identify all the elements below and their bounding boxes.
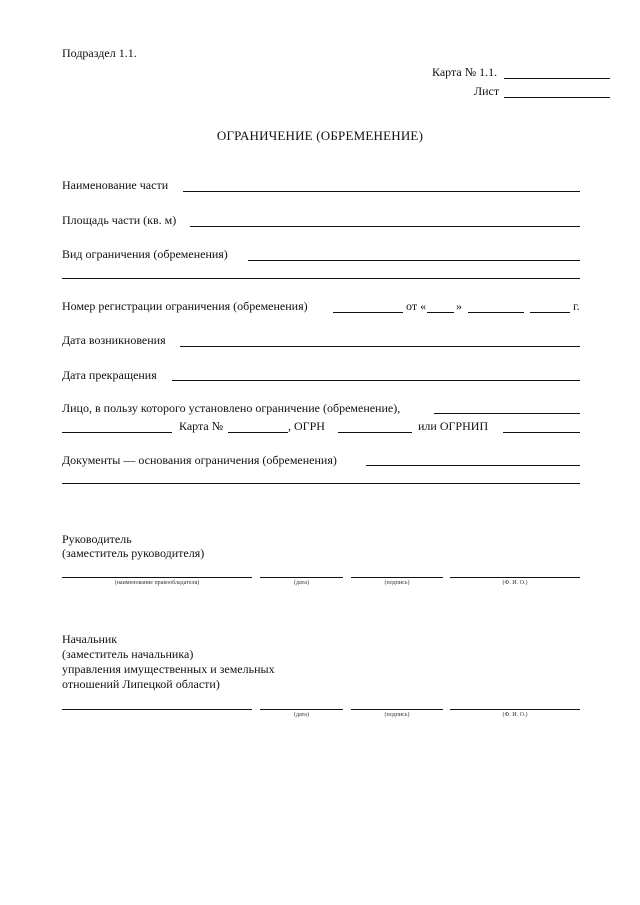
sign1-signature-caption: (подпись) — [384, 580, 410, 586]
sign2-date-caption: (дата) — [294, 712, 309, 718]
sign2-signature-field[interactable] — [351, 709, 443, 710]
reg-number-field[interactable] — [333, 312, 403, 313]
ogrn-label: , ОГРН — [288, 419, 325, 433]
sign1-date-caption: (дата) — [294, 580, 309, 586]
sign1-signature-field[interactable] — [351, 577, 443, 578]
sign2-signature-caption: (подпись) — [384, 712, 410, 718]
sign2-fio-caption: (Ф. И. О.) — [502, 712, 528, 718]
reg-month-field[interactable] — [468, 312, 524, 313]
sheet-number-field[interactable] — [504, 97, 610, 98]
card-number-field[interactable] — [504, 78, 610, 79]
sign1-name-field[interactable] — [62, 577, 252, 578]
sign2-department-line1: управления имущественных и земельных — [62, 662, 275, 676]
beneficiary-label: Лицо, в пользу которого установлено ограничение (обременение), — [62, 401, 401, 415]
reg-from-label: от « — [406, 299, 427, 313]
ogrnip-label: или ОГРНИП — [418, 419, 489, 433]
sign1-fio-field[interactable] — [450, 577, 580, 578]
ogrnip-field[interactable] — [503, 432, 580, 433]
sign1-name-caption: (наименование правообладателя) — [114, 580, 200, 586]
sign2-subtitle: (заместитель начальника) — [62, 647, 194, 661]
beneficiary-name-field[interactable] — [62, 432, 172, 433]
sign1-subtitle: (заместитель руководителя) — [62, 546, 205, 560]
reg-number-label: Номер регистрации ограничения (обременения) — [62, 299, 308, 313]
start-date-field[interactable] — [180, 346, 580, 347]
beneficiary-field[interactable] — [434, 413, 580, 414]
part-area-label: Площадь части (кв. м) — [62, 213, 177, 227]
reg-quote-close: » — [456, 299, 462, 313]
subsection-label: Подраздел 1.1. — [62, 46, 137, 60]
sign2-title: Начальник — [62, 632, 118, 646]
page-title: ОГРАНИЧЕНИЕ (ОБРЕМЕНЕНИЕ) — [216, 128, 424, 143]
part-name-label: Наименование части — [62, 178, 169, 192]
sign1-date-field[interactable] — [260, 577, 343, 578]
card-no-label: Карта № — [179, 419, 224, 433]
documents-field[interactable] — [366, 465, 580, 466]
sign1-fio-caption: (Ф. И. О.) — [502, 580, 528, 586]
reg-year-suffix: г. — [573, 299, 580, 313]
reg-day-field[interactable] — [427, 312, 454, 313]
end-date-label: Дата прекращения — [62, 368, 157, 382]
restriction-type-label: Вид ограничения (обременения) — [62, 247, 228, 261]
sign1-title: Руководитель — [62, 532, 132, 546]
restriction-type-field-line2[interactable] — [62, 278, 580, 279]
start-date-label: Дата возникновения — [62, 333, 166, 347]
end-date-field[interactable] — [172, 380, 580, 381]
card-number-label: Карта № 1.1. — [432, 65, 498, 79]
part-name-field[interactable] — [183, 191, 580, 192]
documents-field-line2[interactable] — [62, 483, 580, 484]
sign2-name-field[interactable] — [62, 709, 252, 710]
sheet-label: Лист — [474, 84, 500, 98]
beneficiary-card-field[interactable] — [228, 432, 288, 433]
sign2-date-field[interactable] — [260, 709, 343, 710]
sign2-department-line2: отношений Липецкой области) — [62, 677, 220, 691]
restriction-type-field[interactable] — [248, 260, 580, 261]
ogrn-field[interactable] — [338, 432, 412, 433]
reg-year-field[interactable] — [530, 312, 570, 313]
sign2-fio-field[interactable] — [450, 709, 580, 710]
part-area-field[interactable] — [190, 226, 580, 227]
documents-label: Документы — основания ограничения (обременения) — [62, 453, 337, 467]
